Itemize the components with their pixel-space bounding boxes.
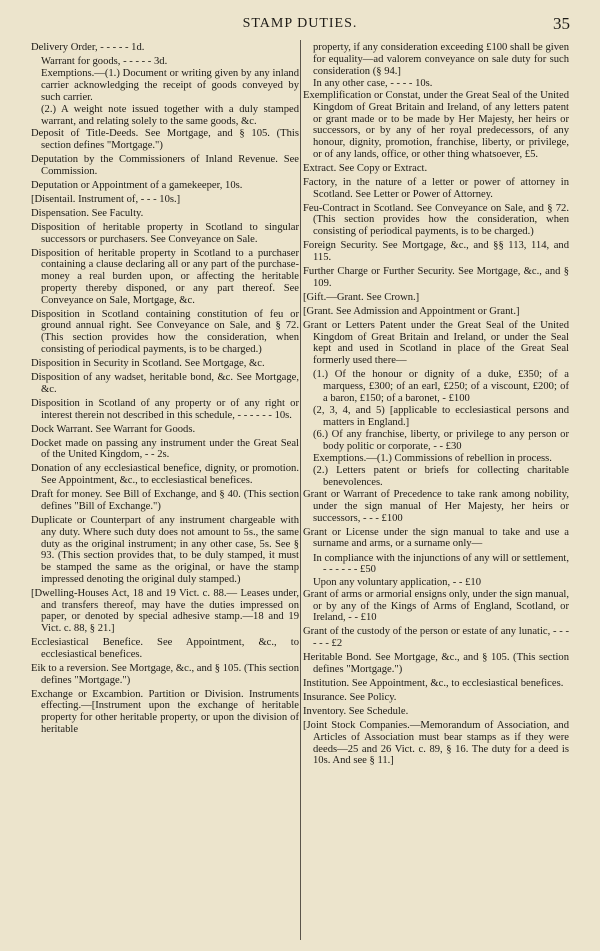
entry: [Joint Stock Companies.—Memorandum of Association, and Articles of Association must bear stamps as if they were deeds—25 and 26 Vict. c. 89, § 16. The duty for a deed is 10s. And see § 11.] — [303, 720, 569, 767]
entry: Duplicate or Counterpart of any instrument chargeable with any duty. Where such duty does not amount to 5s., the same duty as the original instrument; in any other case, 5s. See § 93. (This section provides that, to be duly stamped, it must be stamped the same as the original, or have the stamp impressed denoting the original duly stamped.) — [31, 515, 299, 585]
entry: Feu-Contract in Scotland. See Conveyance on Sale, and § 72. (This section provides how the consideration, when consisting of periodical payments, is to be charged.) — [303, 202, 569, 238]
entry: Disposition in Scotland of any property or of any right or interest therein not described in this schedule, - - - - - - 10s. — [31, 397, 299, 421]
entry: Foreign Security. See Mortgage, &c., and §§ 113, 114, and 115. — [303, 240, 569, 263]
entry: (2.) A weight note issued together with a duly stamped warrant, and relating solely to the same goods, &c. — [41, 104, 299, 127]
entry: (6.) Of any franchise, liberty, or privilege to any person or body politic or corporate, - - £30 — [313, 428, 569, 452]
entry: Grant of arms or armorial ensigns only, under the sign manual, or by any of the Kings of Arms of England, Scotland, or Ireland, - - £10 — [303, 588, 569, 624]
entry: In any other case, - - - - 10s. — [313, 77, 433, 89]
entry: Disposition in Security in Scotland. See Mortgage, &c. — [31, 357, 265, 369]
entry: Draft for money. See Bill of Exchange, and § 40. (This section defines "Bill of Exchange.") — [31, 489, 299, 512]
entry: Disposition of any wadset, heritable bond, &c. See Mortgage, &c. — [31, 371, 299, 395]
entry: (2, 3, 4, and 5) [applicable to ecclesiastical persons and matters in England.] — [313, 404, 569, 428]
entry: Inventory. See Schedule. — [303, 706, 409, 717]
entry: Exemptions.—(1.) Commissions of rebellion in process. — [313, 452, 552, 464]
entry: Donation of any ecclesiastical benefice, dignity, or promotion. See Appointment, &c., to ecclesiastical benefices. — [31, 463, 299, 487]
entry: In compliance with the injunctions of any will or settlement, - - - - - - £50 — [313, 552, 569, 576]
entry: Grant or License under the sign manual to take and use a surname and arms, or a surname only— — [303, 526, 569, 550]
entry: Extract. See Copy or Extract. — [303, 162, 428, 174]
entry: Delivery Order, - - - - - 1d. — [31, 42, 145, 53]
entry: [Gift.—Grant. See Crown.] — [303, 291, 420, 303]
entry: [Dwelling-Houses Act, 18 and 19 Vict. c. 88.— Leases under, and transfers thereof, may have the duties impressed on paper, or denoted by special adhesive stamp.—18 and 19 Vict. c. 88, § 21.] — [31, 587, 299, 635]
entry: property, if any consideration exceeding £100 shall be given for equality—ad valorem conveyance on sale duty for such consideration (§ 94.] — [313, 42, 569, 77]
entry: (2.) Letters patent or briefs for collecting charitable benevolences. — [313, 465, 569, 488]
entry: Further Charge or Further Security. See Mortgage, &c., and § 109. — [303, 265, 569, 289]
entry: Exemptions.—(1.) Document or writing given by any inland carrier acknowledging the receipt of goods conveyed by such carrier. — [41, 68, 299, 103]
entry: Disposition of heritable property in Scotland to singular successors or purchasers. See Conveyance on Sale. — [31, 221, 299, 245]
entry: Insurance. See Policy. — [303, 691, 397, 703]
page-number: 35 — [553, 14, 570, 33]
column-divider — [300, 40, 301, 940]
entry: Docket made on passing any instrument under the Great Seal of the United Kingdom, - - 2s. — [31, 437, 299, 461]
entry: Deputation or Appointment of a gamekeeper, 10s. — [31, 179, 243, 191]
entry: Disposition in Scotland containing constitution of feu or ground annual right. See Conveyance on Sale, and § 72. (This section provides how the consideration, when consisting of periodical payments, is to be charged.) — [31, 308, 299, 355]
entry: Institution. See Appointment, &c., to ecclesiastical benefices. — [303, 677, 564, 689]
entry: [Grant. See Admission and Appointment or Grant.] — [303, 305, 520, 317]
right-column — [303, 42, 569, 769]
entry: [Disentail. Instrument of, - - - 10s.] — [31, 193, 181, 205]
entry: Warrant for goods, - - - - - 3d. — [41, 56, 168, 68]
page-header — [30, 14, 570, 38]
entry: Deposit of Title-Deeds. See Mortgage, and § 105. (This section defines "Mortgage.") — [31, 128, 299, 151]
entry: Grant or Warrant of Precedence to take rank among nobility, under the sign manual of Her Majesty, her heirs or successors, - - - £100 — [303, 489, 569, 524]
entry: Dock Warrant. See Warrant for Goods. — [31, 423, 196, 435]
entry: Grant of the custody of the person or estate of any lunatic, - - - - - - £2 — [303, 626, 569, 650]
entry: Dispensation. See Faculty. — [31, 207, 144, 219]
entry: Exemplification or Constat, under the Great Seal of the United Kingdom of Great Britain and Ireland, of any letters patent or grant made or to be made by Her Majesty, her heirs or successors, or by any of her royal predecessors, of any honour, dignity, promotion, franchise, liberty, or privilege, or of any lands, office, or other thing whatsoever, £5. — [303, 90, 569, 160]
entry: Eik to a reversion. See Mortgage, &c., and § 105. (This section defines "Mortgage.") — [31, 662, 299, 686]
entry: Ecclesiastical Benefice. See Appointment, &c., to ecclesiastical benefices. — [31, 637, 299, 660]
entry: Heritable Bond. See Mortgage, &c., and § 105. (This section defines "Mortgage.") — [303, 652, 569, 675]
entry: Disposition of heritable property in Scotland to a purchaser containing a clause declaring all or any part of the purchase-money a real burden upon, or affecting the heritable property thereby disponed, or any part thereof. See Conveyance on Sale, Mortgage, &c. — [31, 247, 299, 306]
entry: (1.) Of the honour or dignity of a duke, £350; of a marquess, £300; of an earl, £250; of a viscount, £200; of a baron, £150; of a baronet, - £100 — [313, 369, 569, 404]
left-column — [31, 42, 299, 738]
entry: Grant or Letters Patent under the Great Seal of the United Kingdom of Great Britain and Ireland, or under the Seal kept and used in Scotland in place of the Great Seal formerly used there— — [303, 319, 569, 367]
entry: Deputation by the Commissioners of Inland Revenue. See Commission. — [31, 153, 299, 177]
running-title: STAMP DUTIES. — [242, 16, 358, 31]
entry: Exchange or Excambion. Partition or Division. Instruments effecting.—[Instrument upon the exchange of heritable property for other heritable property, or upon the division of heritable — [31, 688, 299, 735]
entry: Upon any voluntary application, - - £10 — [313, 576, 481, 588]
entry: Factory, in the nature of a letter or power of attorney in Scotland. See Letter or Power of Attorney. — [303, 176, 569, 200]
